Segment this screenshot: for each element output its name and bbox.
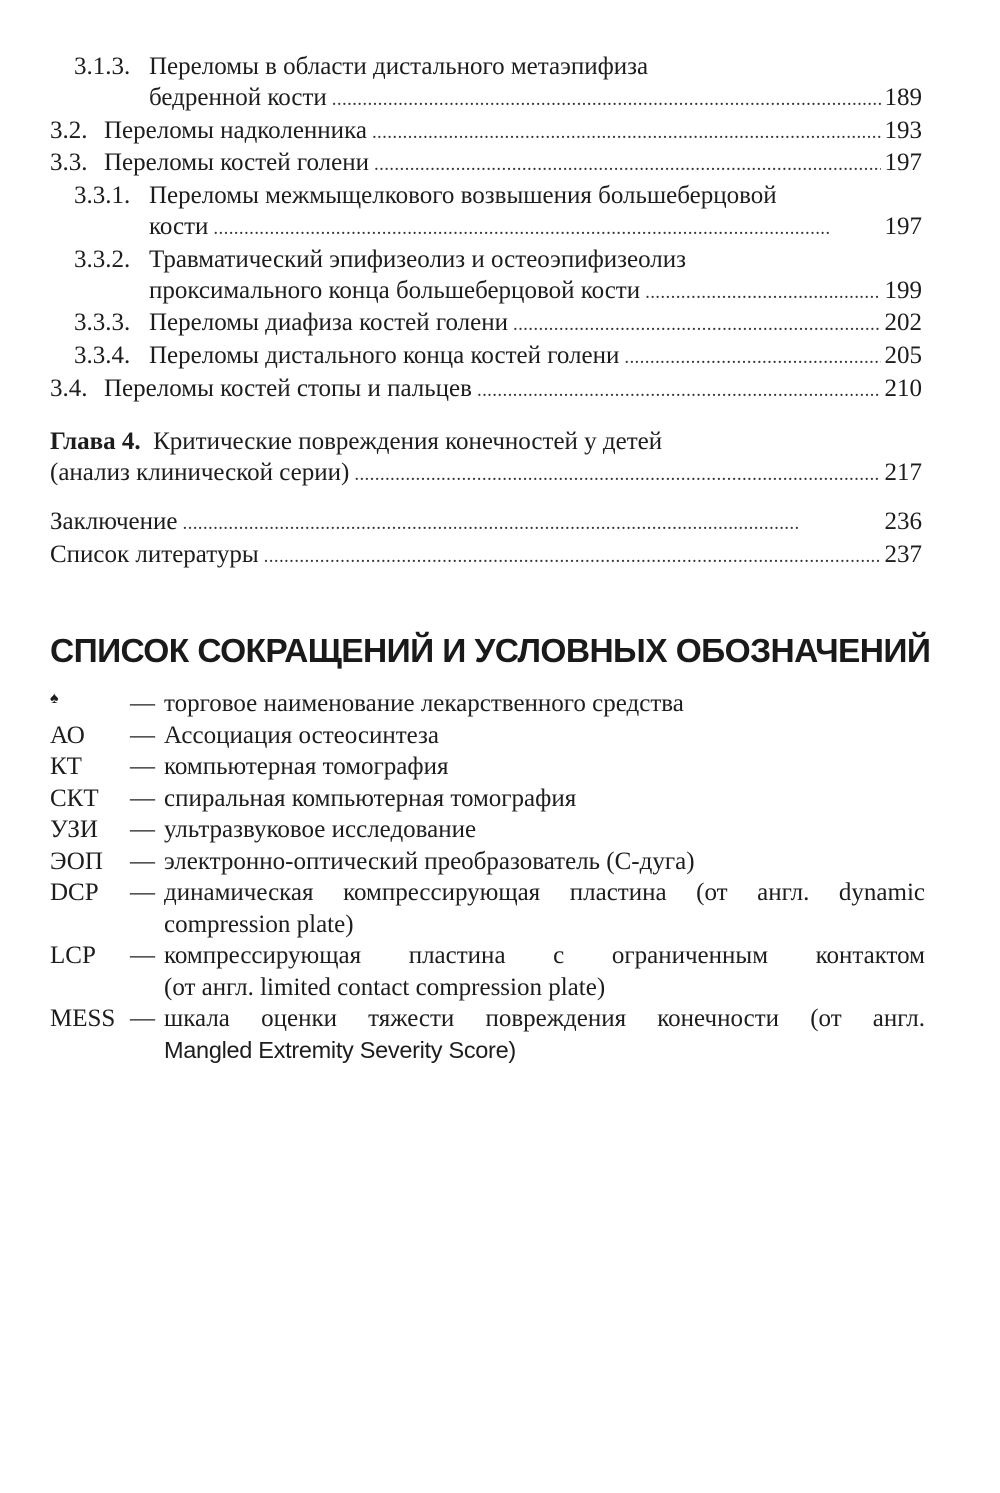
abbreviation-definition: ультразвуковое исследование bbox=[164, 816, 477, 843]
dash-separator: — bbox=[130, 879, 155, 906]
abbreviation-definition: компьютерная томография bbox=[164, 753, 449, 780]
dot-leader bbox=[645, 278, 880, 309]
dot-leader bbox=[213, 214, 880, 245]
abbreviation-item bbox=[50, 877, 925, 940]
abbreviation-item bbox=[50, 783, 925, 815]
toc-entry-page: 199 bbox=[884, 276, 922, 304]
toc-entry-title: проксимального конца большеберцовой кости bbox=[149, 276, 641, 304]
toc-entry-number: 3.3.1. bbox=[74, 182, 131, 210]
toc-entry-page: 189 bbox=[884, 83, 922, 111]
section-heading: СПИСОК СОКРАЩЕНИЙ И УСЛОВНЫХ ОБОЗНАЧЕНИЙ bbox=[50, 633, 931, 670]
definition-line: Mangled Extremity Severity Score) bbox=[164, 1036, 516, 1063]
toc-entry[interactable] bbox=[50, 52, 922, 116]
dash-separator: — bbox=[130, 942, 155, 969]
abbreviation-definition bbox=[164, 877, 925, 940]
toc-entry[interactable] bbox=[50, 148, 922, 181]
abbreviation-item bbox=[50, 846, 925, 878]
dash-separator: — bbox=[130, 816, 155, 843]
toc-entry-title: Переломы костей стопы и пальцев bbox=[104, 374, 472, 402]
toc-entry-number: 3.3.3. bbox=[74, 309, 131, 337]
toc-entry-title: Травматический эпифизеолиз и остеоэпифизеолиз bbox=[149, 245, 687, 273]
dash-separator: — bbox=[130, 847, 155, 875]
abbreviation-item bbox=[50, 1003, 925, 1066]
abbreviation-definition bbox=[164, 1003, 925, 1066]
chapter-label: Глава 4. bbox=[50, 427, 141, 455]
abbreviation-definition: торговое наименование лекарственного средства bbox=[164, 690, 684, 717]
dot-leader bbox=[513, 310, 881, 341]
dot-leader bbox=[374, 150, 881, 181]
toc-entry[interactable] bbox=[50, 116, 922, 149]
toc-entry-title: Список литературы bbox=[50, 541, 259, 569]
chapter-title: Критические повреждения конечностей у детей bbox=[153, 427, 663, 455]
dot-leader bbox=[332, 85, 881, 116]
dot-leader bbox=[264, 542, 881, 573]
toc-entry-page: 210 bbox=[884, 374, 922, 402]
dot-leader bbox=[624, 343, 880, 374]
toc-entry-title: Переломы надколенника bbox=[104, 116, 367, 144]
toc-entry-title: Переломы диафиза костей голени bbox=[149, 309, 508, 337]
dash-separator: — bbox=[130, 1005, 155, 1032]
definition-line: динамическая компрессирующая пластина (от англ. dynamic bbox=[164, 879, 925, 906]
abbreviation-term: СКТ bbox=[50, 784, 99, 812]
definition-line: compression plate) bbox=[164, 910, 354, 938]
toc-entry-title: Переломы в области дистального метаэпифиза bbox=[149, 53, 649, 80]
toc-entry-title: Переломы дистального конца костей голени bbox=[149, 342, 620, 370]
dash-separator: — bbox=[130, 753, 155, 780]
dot-leader bbox=[183, 509, 881, 540]
abbreviation-item bbox=[50, 940, 925, 1003]
toc-entry[interactable] bbox=[50, 374, 922, 407]
abbreviation-definition: Ассоциация остеосинтеза bbox=[164, 721, 439, 749]
dash-separator: — bbox=[130, 690, 155, 717]
abbreviation-definition: спиральная компьютерная томография bbox=[164, 784, 577, 812]
table-of-contents bbox=[50, 52, 922, 573]
abbreviation-term: УЗИ bbox=[50, 816, 98, 843]
abbreviation-term: АО bbox=[50, 721, 85, 749]
toc-entry-page: 193 bbox=[884, 116, 922, 144]
abbreviation-definition: электронно-оптический преобразователь (С-дуга) bbox=[164, 847, 695, 875]
toc-entry-number: 3.3.4. bbox=[74, 342, 131, 370]
toc-entry-page: 237 bbox=[884, 541, 922, 569]
toc-entry-title: кости bbox=[149, 212, 209, 240]
toc-entry[interactable] bbox=[50, 245, 922, 309]
toc-entry-number: 3.3. bbox=[50, 149, 88, 177]
toc-chapter-entry[interactable] bbox=[50, 427, 922, 491]
dash-separator: — bbox=[130, 721, 155, 749]
abbreviation-term bbox=[50, 688, 130, 720]
chapter-title: (анализ клинической серии) bbox=[50, 458, 350, 486]
abbreviation-item bbox=[50, 688, 925, 720]
abbreviation-item bbox=[50, 720, 925, 752]
toc-entry-title: Заключение bbox=[50, 508, 178, 536]
abbreviation-term: LCP bbox=[50, 942, 96, 969]
toc-entry-page: 205 bbox=[884, 342, 922, 370]
toc-entry[interactable] bbox=[50, 308, 922, 341]
toc-entry-number: 3.1.3. bbox=[74, 53, 131, 80]
toc-entry[interactable] bbox=[50, 341, 922, 374]
dash-separator: — bbox=[130, 784, 155, 812]
abbreviation-term: DCP bbox=[50, 879, 99, 906]
abbreviation-definition bbox=[164, 940, 925, 1003]
toc-entry-title: Переломы межмыщелкового возвышения большеберцовой bbox=[149, 182, 777, 210]
definition-line: (от англ. limited contact compression plate) bbox=[164, 973, 606, 1001]
abbreviation-item bbox=[50, 751, 925, 783]
abbreviation-term: ЭОП bbox=[50, 847, 103, 875]
toc-entry[interactable] bbox=[50, 181, 922, 245]
toc-entry-page: 217 bbox=[884, 458, 922, 486]
dot-leader bbox=[477, 376, 881, 407]
abbreviation-term: MESS bbox=[50, 1005, 116, 1032]
definition-line: компрессирующая пластина с ограниченным контактом bbox=[164, 942, 925, 969]
toc-entry-page: 197 bbox=[884, 212, 922, 240]
dot-leader bbox=[372, 118, 881, 149]
toc-entry-page: 236 bbox=[884, 508, 922, 536]
abbreviation-item bbox=[50, 814, 925, 846]
toc-entry-page: 202 bbox=[884, 309, 922, 337]
abbreviation-term: КТ bbox=[50, 753, 82, 780]
toc-entry-conclusion[interactable] bbox=[50, 507, 922, 540]
toc-entry-number: 3.4. bbox=[50, 374, 88, 402]
toc-entry-number: 3.2. bbox=[50, 116, 88, 144]
toc-entry-title: Переломы костей голени bbox=[104, 149, 369, 177]
toc-entry-references[interactable] bbox=[50, 540, 922, 573]
toc-entry-page: 197 bbox=[884, 149, 922, 177]
definition-line: шкала оценки тяжести повреждения конечности (от англ. bbox=[164, 1005, 925, 1032]
abbreviations-list bbox=[50, 688, 925, 1066]
toc-entry-number: 3.3.2. bbox=[74, 245, 131, 273]
toc-entry-title: бедренной кости bbox=[149, 83, 327, 111]
dot-leader bbox=[354, 460, 880, 491]
spade-icon: ♠ bbox=[50, 690, 59, 707]
